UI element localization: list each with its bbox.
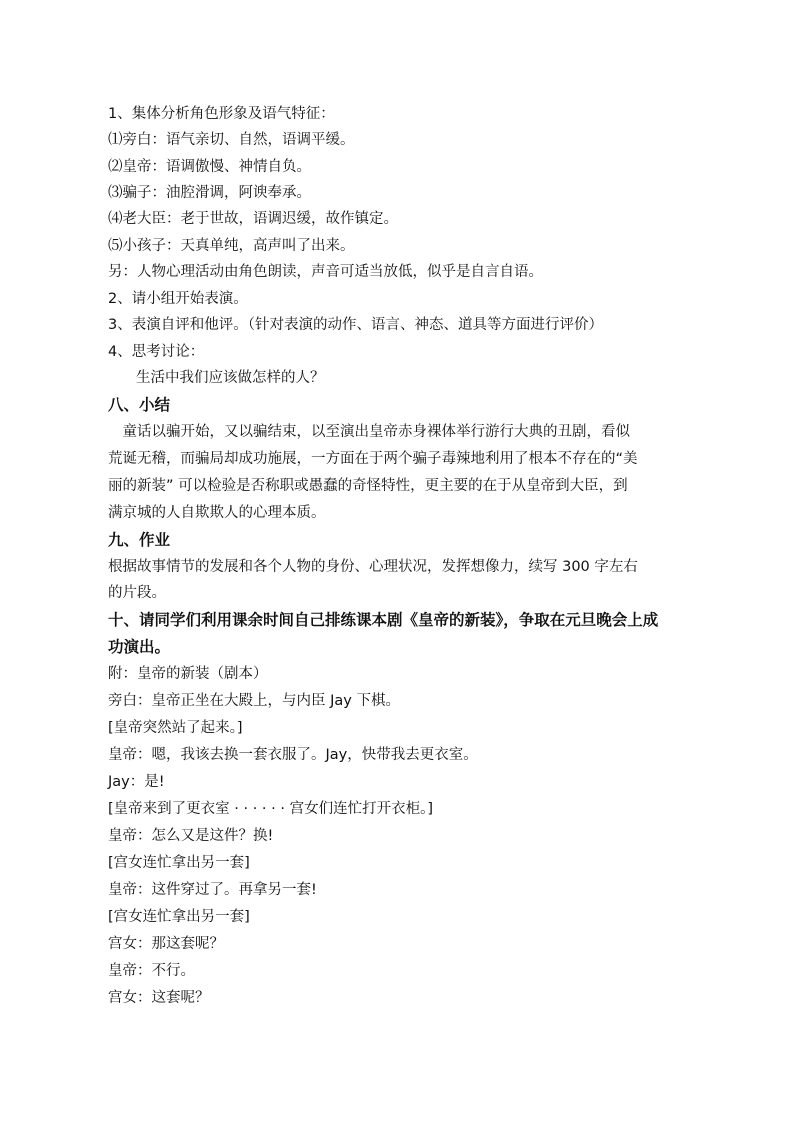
list-item-emperor: ⑵皇帝：语调傲慢、神情自负。 — [108, 159, 311, 175]
section-heading-summary: 八、小结 — [108, 396, 171, 414]
script-line: 皇帝：不行。 — [108, 963, 195, 979]
section-heading-rehearsal: 十、请同学们利用课余时间自己排练课本剧《皇帝的新装》，争取在元旦晚会上成 — [108, 611, 659, 629]
summary-line: 荒诞无稽，而骗局却成功施展，一方面在于两个骗子毒辣地利用了根本不存在的“美 — [108, 451, 638, 467]
script-line: 宫女：那这套呢？ — [108, 936, 224, 952]
list-item-narrator: ⑴旁白：语气亲切、自然，语调平缓。 — [108, 132, 355, 148]
summary-line: 童话以骗开始，又以骗结束，以至演出皇帝赤身裸体举行游行大典的丑剧，看似 — [108, 424, 630, 440]
list-item-4: 4、思考讨论： — [108, 344, 205, 360]
section-heading-homework: 九、作业 — [108, 531, 171, 549]
homework-line: 根据故事情节的发展和各个人物的身份、心理状况，发挥想像力，续写 300 字左右 — [108, 559, 638, 575]
script-line: 皇帝：嗯，我该去换一套衣服了。Jay，快带我去更衣室。 — [108, 747, 478, 763]
script-line: 宫女：这套呢？ — [108, 990, 210, 1006]
homework-line: 的片段。 — [108, 585, 166, 601]
summary-line: 丽的新装” 可以检验是否称职或愚蠢的奇怪特性，更主要的在于从皇帝到大臣，到 — [108, 478, 628, 494]
list-item-1: 1、集体分析角色形象及语气特征： — [108, 106, 335, 122]
script-line: Jay：是! — [108, 774, 165, 790]
list-item-child: ⑸小孩子：天真单纯，高声叫了出来。 — [108, 238, 355, 254]
script-line: [皇帝突然站了起来。] — [108, 720, 243, 736]
script-line: [宫女连忙拿出另一套] — [108, 855, 250, 871]
script-title: 附：皇帝的新装（剧本） — [108, 666, 268, 682]
script-line: 皇帝：怎么又是这件？换! — [108, 828, 274, 844]
script-line: [皇帝来到了更衣室 · · · · · · 宫女们连忙打开衣柜。] — [108, 801, 433, 817]
discussion-question: 生活中我们应该做怎样的人？ — [136, 370, 325, 386]
script-line: 旁白：皇帝正坐在大殿上，与内臣 Jay 下棋。 — [108, 693, 400, 709]
script-line: [宫女连忙拿出另一套] — [108, 909, 250, 925]
list-item-old-minister: ⑷老大臣：老于世故，语调迟缓，故作镇定。 — [108, 211, 398, 227]
script-line: 皇帝：这件穿过了。再拿另一套! — [108, 882, 317, 898]
list-item-3: 3、表演自评和他评。（针对表演的动作、语言、神态、道具等方面进行评价） — [108, 317, 603, 333]
note-line: 另：人物心理活动由角色朗读，声音可适当放低，似乎是自言自语。 — [108, 264, 543, 280]
summary-line: 满京城的人自欺欺人的心理本质。 — [108, 505, 326, 521]
list-item-swindler: ⑶骗子：油腔滑调，阿谀奉承。 — [108, 185, 311, 201]
section-heading-rehearsal-cont: 功演出。 — [108, 638, 171, 656]
list-item-2: 2、请小组开始表演。 — [108, 291, 248, 307]
